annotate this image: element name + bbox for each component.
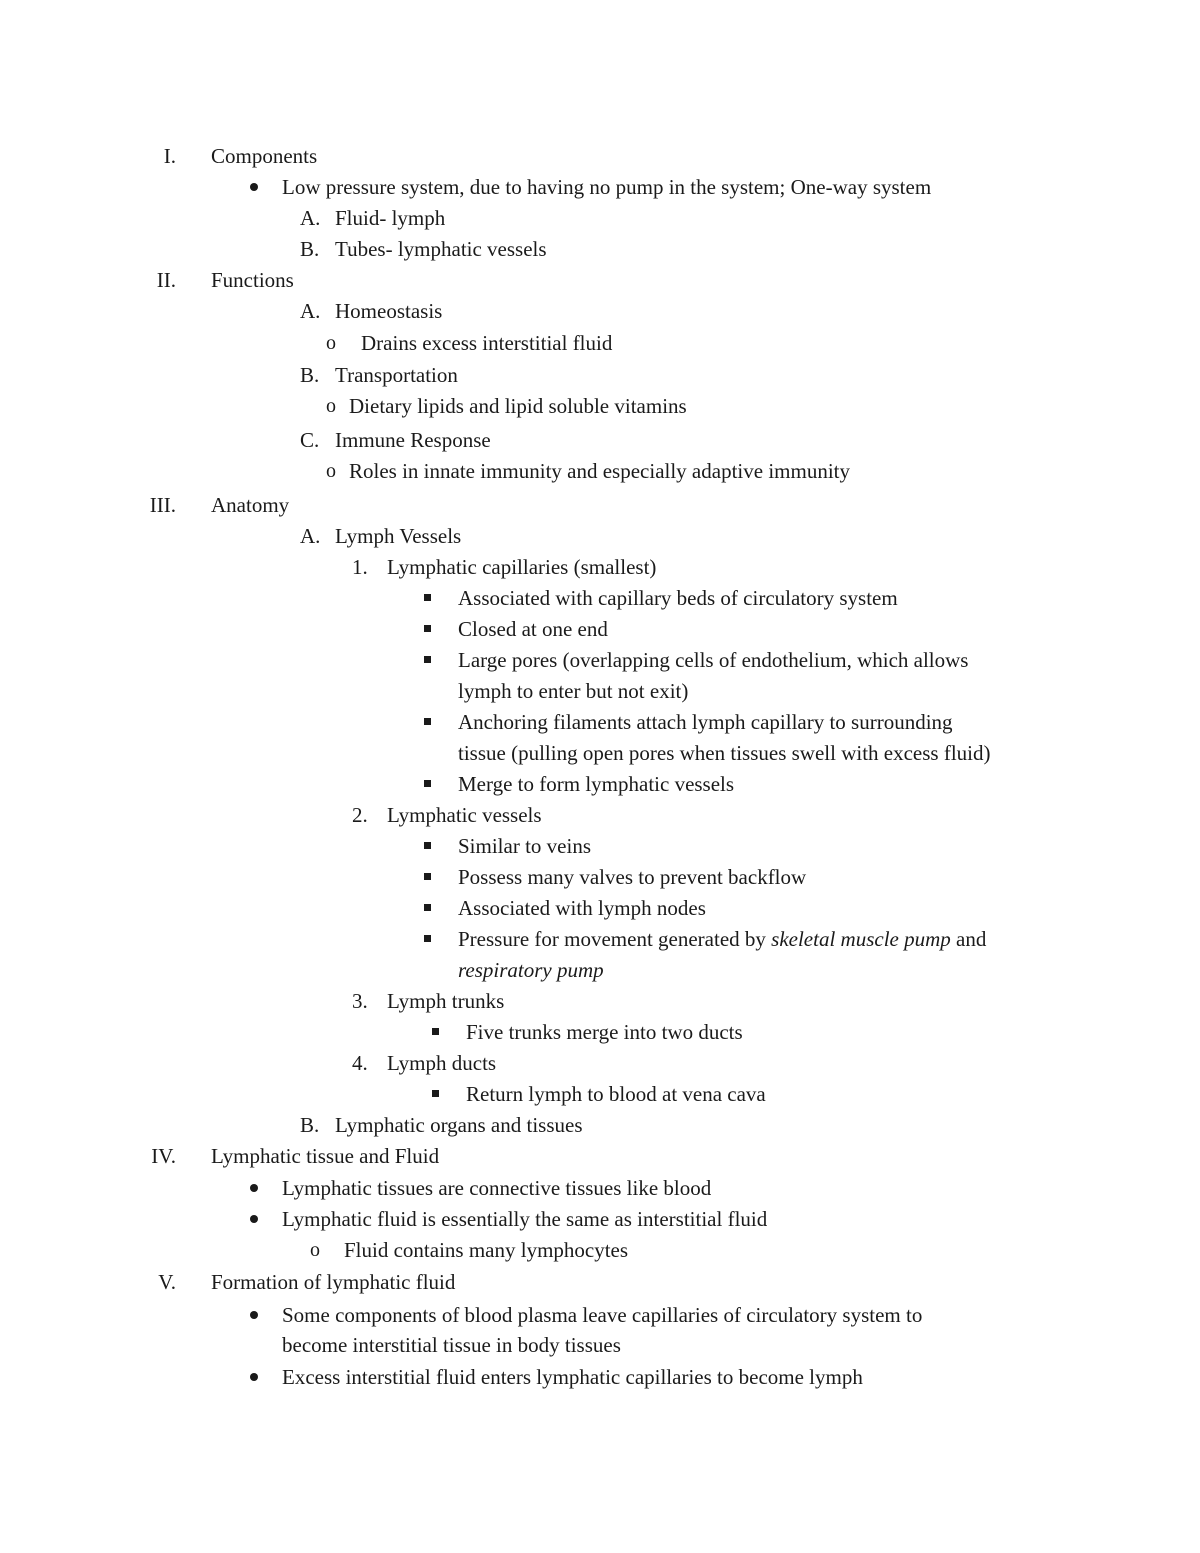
square-bullet-icon	[424, 780, 431, 787]
list-item: Associated with lymph nodes	[458, 896, 706, 920]
square-bullet-icon	[424, 873, 431, 880]
list-item: Roles in innate immunity and especially adaptive immunity	[349, 459, 850, 483]
circle-bullet-icon: o	[326, 395, 336, 417]
section-title: Formation of lymphatic fluid	[211, 1270, 456, 1294]
numeral: V.	[158, 1270, 176, 1294]
section-title: Components	[211, 144, 318, 168]
list-item: Dietary lipids and lipid soluble vitamins	[349, 394, 687, 418]
list-item: Lymphatic organs and tissues	[335, 1113, 583, 1137]
list-item: Lymphatic tissues are connective tissues like blood	[282, 1176, 712, 1200]
square-bullet-icon	[424, 935, 431, 942]
square-bullet-icon	[432, 1090, 439, 1097]
list-item: Merge to form lymphatic vessels	[458, 772, 735, 796]
letter-marker: C.	[300, 428, 320, 452]
letter-marker: B.	[300, 237, 320, 261]
section-title: Lymphatic tissue and Fluid	[211, 1144, 440, 1168]
numeral: IV.	[151, 1144, 176, 1168]
square-bullet-icon	[424, 656, 431, 663]
list-item: Associated with capillary beds of circulatory system	[458, 586, 898, 610]
letter-marker: B.	[300, 1113, 320, 1137]
bullet-icon	[250, 1184, 258, 1192]
respiratory-pump: respiratory pump	[458, 958, 604, 982]
square-bullet-icon	[424, 594, 431, 601]
number-marker: 2.	[352, 803, 368, 827]
list-item: Possess many valves to prevent backflow	[458, 865, 807, 889]
pressure-text: Pressure for movement generated by	[458, 927, 772, 951]
and-text: and	[950, 927, 987, 951]
numeral: I.	[163, 144, 176, 168]
pressure-item-continued	[458, 955, 604, 986]
list-item: Lymphatic capillaries (smallest)	[387, 555, 657, 579]
square-bullet-icon	[424, 625, 431, 632]
circle-bullet-icon: o	[326, 460, 336, 482]
bullet-icon	[250, 183, 258, 191]
list-item: Lymph Vessels	[335, 524, 462, 548]
list-item: Similar to veins	[458, 834, 591, 858]
letter-marker: B.	[300, 363, 320, 387]
letter-marker: A.	[300, 524, 321, 548]
pressure-item	[458, 924, 986, 955]
square-bullet-icon	[424, 718, 431, 725]
bullet-icon	[250, 1311, 258, 1319]
circle-bullet-icon: o	[310, 1239, 320, 1261]
list-item: Lymphatic vessels	[387, 803, 542, 827]
list-item: Anchoring filaments attach lymph capillary to surrounding	[458, 710, 953, 734]
list-item: Some components of blood plasma leave capillaries of circulatory system to	[282, 1303, 923, 1327]
letter-marker: A.	[300, 299, 321, 323]
list-item: Return lymph to blood at vena cava	[466, 1082, 766, 1106]
bullet-icon	[250, 1215, 258, 1223]
list-item: Tubes- lymphatic vessels	[335, 237, 547, 261]
list-item: tissue (pulling open pores when tissues swell with excess fluid)	[458, 741, 991, 765]
list-item: Lymph trunks	[387, 989, 505, 1013]
list-item: Five trunks merge into two ducts	[466, 1020, 743, 1044]
list-item: Homeostasis	[335, 299, 443, 323]
number-marker: 4.	[352, 1051, 368, 1075]
list-item: Lymph ducts	[387, 1051, 497, 1075]
list-item: Lymphatic fluid is essentially the same as interstitial fluid	[282, 1207, 768, 1231]
list-item: become interstitial tissue in body tissues	[282, 1333, 621, 1357]
number-marker: 3.	[352, 989, 368, 1013]
number-marker: 1.	[352, 555, 368, 579]
list-item: Fluid- lymph	[335, 206, 446, 230]
square-bullet-icon	[424, 842, 431, 849]
skeletal-muscle-pump: skeletal muscle pump	[771, 927, 951, 951]
list-item: Fluid contains many lymphocytes	[344, 1238, 629, 1262]
list-item: lymph to enter but not exit)	[458, 679, 689, 703]
list-item: Low pressure system, due to having no pump in the system; One-way system	[282, 175, 932, 199]
section-title: Functions	[211, 268, 294, 292]
square-bullet-icon	[424, 904, 431, 911]
square-bullet-icon	[432, 1028, 439, 1035]
letter-marker: A.	[300, 206, 321, 230]
list-item: Drains excess interstitial fluid	[361, 331, 613, 355]
section-title: Anatomy	[211, 493, 290, 517]
numeral: II.	[156, 268, 176, 292]
list-item: Closed at one end	[458, 617, 608, 641]
numeral: III.	[149, 493, 176, 517]
list-item: Excess interstitial fluid enters lymphatic capillaries to become lymph	[282, 1365, 863, 1389]
list-item: Large pores (overlapping cells of endothelium, which allows	[458, 648, 969, 672]
circle-bullet-icon: o	[326, 332, 336, 354]
list-item: Immune Response	[335, 428, 491, 452]
list-item: Transportation	[335, 363, 458, 387]
bullet-icon	[250, 1373, 258, 1381]
